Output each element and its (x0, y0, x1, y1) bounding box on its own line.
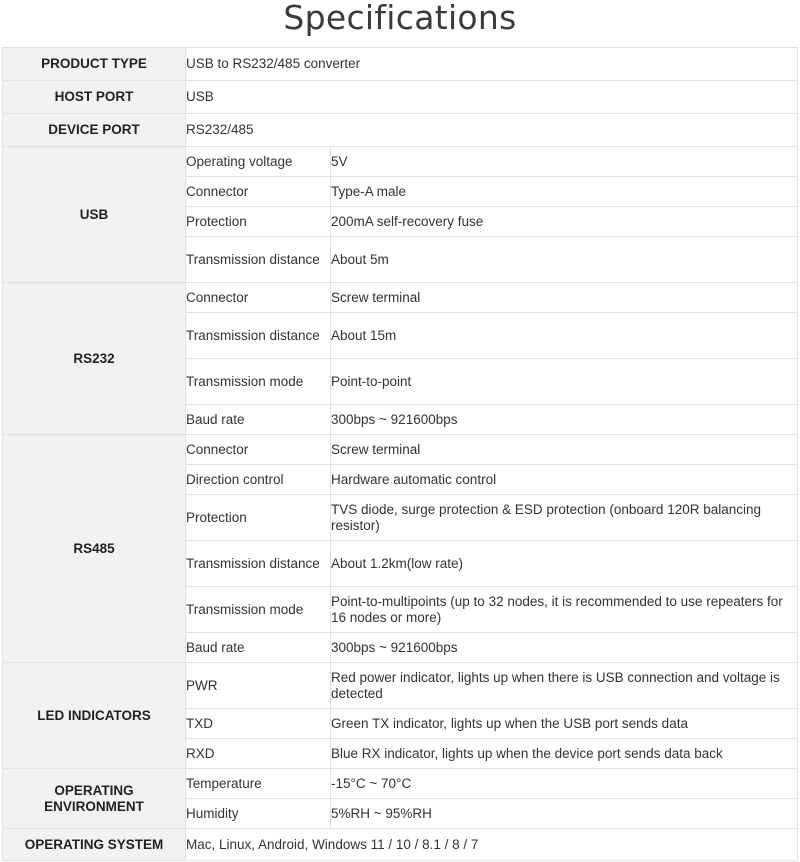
spec-name: Direction control (186, 465, 331, 495)
spec-name: Transmission distance (186, 313, 331, 359)
spec-name: Transmission mode (186, 587, 331, 633)
spec-name: Connector (186, 177, 331, 207)
spec-table (2, 47, 798, 861)
spec-value: RS232/485 (186, 114, 798, 147)
page-title: Specifications (283, 0, 517, 37)
spec-value: Point-to-multipoints (up to 32 nodes, it is recommended to use repeaters for 16 nodes or more) (331, 587, 798, 633)
table-row (3, 663, 798, 709)
spec-value: About 15m (331, 313, 798, 359)
spec-name: PWR (186, 663, 331, 709)
spec-value: 200mA self-recovery fuse (331, 207, 798, 237)
spec-category: OPERATING ENVIRONMENT (3, 769, 186, 829)
spec-value: Red power indicator, lights up when there is USB connection and voltage is detected (331, 663, 798, 709)
spec-value: USB to RS232/485 converter (186, 48, 798, 81)
spec-name: Connector (186, 283, 331, 313)
table-row (3, 114, 798, 147)
table-row (3, 769, 798, 799)
table-row (3, 48, 798, 81)
spec-value: TVS diode, surge protection & ESD protection (onboard 120R balancing resistor) (331, 495, 798, 541)
spec-value: 300bps ~ 921600bps (331, 405, 798, 435)
spec-value: 300bps ~ 921600bps (331, 633, 798, 663)
spec-value: Type-A male (331, 177, 798, 207)
spec-name: Connector (186, 435, 331, 465)
spec-value: Green TX indicator, lights up when the USB port sends data (331, 709, 798, 739)
table-row (3, 283, 798, 313)
spec-name: Transmission distance (186, 541, 331, 587)
spec-value: Screw terminal (331, 283, 798, 313)
spec-value: -15°C ~ 70°C (331, 769, 798, 799)
spec-value: USB (186, 81, 798, 114)
spec-value: 5%RH ~ 95%RH (331, 799, 798, 829)
spec-category: RS232 (3, 283, 186, 435)
spec-name: Protection (186, 207, 331, 237)
spec-name: Transmission mode (186, 359, 331, 405)
spec-value: Hardware automatic control (331, 465, 798, 495)
spec-category: DEVICE PORT (3, 114, 186, 147)
spec-category: PRODUCT TYPE (3, 48, 186, 81)
spec-value: About 5m (331, 237, 798, 283)
spec-value: Blue RX indicator, lights up when the device port sends data back (331, 739, 798, 769)
spec-name: Baud rate (186, 405, 331, 435)
spec-name: TXD (186, 709, 331, 739)
table-row (3, 81, 798, 114)
spec-value: Screw terminal (331, 435, 798, 465)
spec-name: RXD (186, 739, 331, 769)
table-row (3, 829, 798, 861)
spec-value: Mac, Linux, Android, Windows 11 / 10 / 8.1 / 8 / 7 (186, 829, 798, 861)
spec-name: Humidity (186, 799, 331, 829)
spec-category: RS485 (3, 435, 186, 663)
spec-name: Operating voltage (186, 147, 331, 177)
spec-name: Temperature (186, 769, 331, 799)
spec-value: 5V (331, 147, 798, 177)
spec-name: Baud rate (186, 633, 331, 663)
table-row (3, 435, 798, 465)
spec-value: About 1.2km(low rate) (331, 541, 798, 587)
spec-category: USB (3, 147, 186, 283)
spec-category: LED INDICATORS (3, 663, 186, 769)
table-row (3, 147, 798, 177)
spec-name: Protection (186, 495, 331, 541)
spec-category: HOST PORT (3, 81, 186, 114)
spec-category: OPERATING SYSTEM (3, 829, 186, 861)
spec-value: Point-to-point (331, 359, 798, 405)
spec-name: Transmission distance (186, 237, 331, 283)
